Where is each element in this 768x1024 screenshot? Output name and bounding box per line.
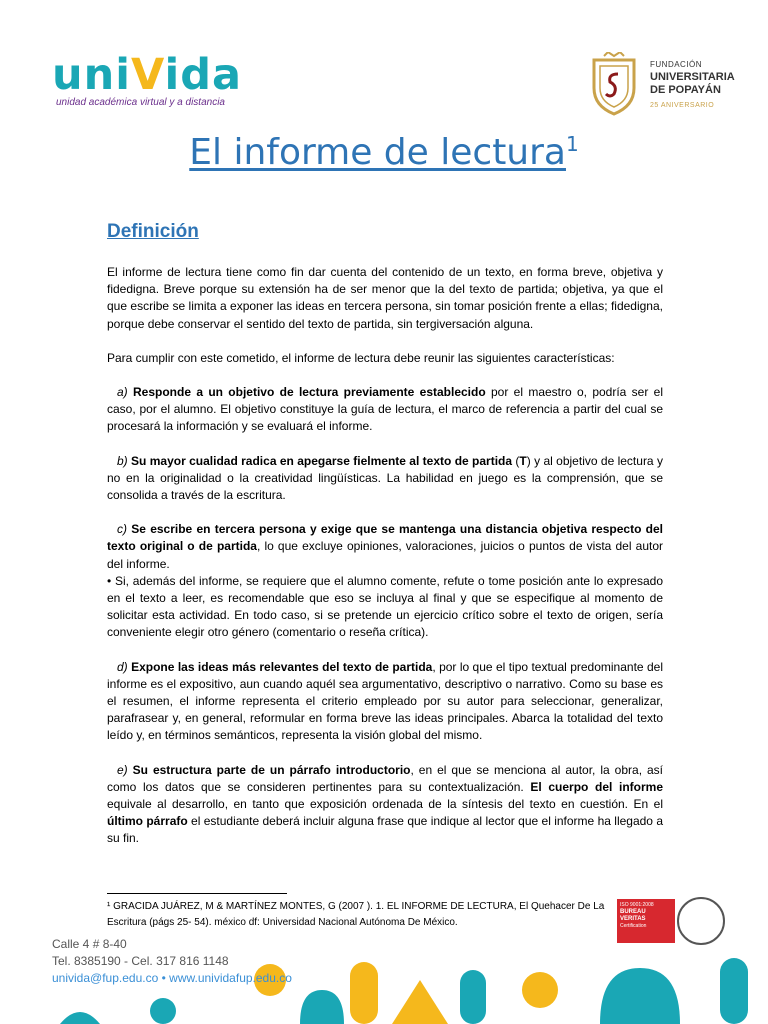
logo-part-2: V — [130, 50, 165, 100]
cert-line-2: BUREAU VERITAS — [620, 909, 646, 922]
paragraph: d) Expone las ideas más relevantes del texto de partida, por lo que el tipo textual predominante del informe es el expositivo, aun cuando aquél sea argumentativo, descriptivo o narrativo. Como su base es el resumen, el informe representa el criterio empleado por su autor para seleccionar, generalizar, parafrasear y, en general, reformular en forma breve las ideas principales. Abarca la totalidad del texto leído y, en términos semánticos, representa la visión global del mismo. — [107, 659, 663, 743]
paragraph: b) Su mayor cualidad radica en apegarse fielmente al texto de partida (T) y al objetivo de lectura y no en la originalidad o la creatividad lingüísticas. La habilidad en juego es la comprensión, que se consolida a través de la escritura. — [107, 453, 663, 503]
fup-line-2: UNIVERSITARIA — [650, 71, 735, 83]
fup-name — [650, 58, 735, 112]
footnote-line-1: ¹ GRACIDA JUÁREZ, M & MARTÍNEZ MONTES, G (2007 ). 1. EL INFORME DE LECTURA, El Quehacer De La — [107, 901, 605, 912]
cert-line-3: Certification — [620, 923, 647, 929]
contact-links — [52, 970, 292, 987]
page-title — [0, 132, 768, 173]
contact-info — [52, 936, 292, 987]
cert-line-1: ISO 9001:2008 — [620, 902, 654, 908]
footnote-divider — [107, 893, 287, 894]
bureau-veritas-seal-icon — [677, 897, 725, 945]
email-link[interactable]: univida@fup.edu.co — [52, 971, 159, 985]
title-footnote-marker: 1 — [565, 132, 579, 156]
certification-label — [617, 899, 675, 943]
logo-part-1: uni — [52, 50, 131, 100]
fup-line-3: DE POPAYÁN — [650, 84, 721, 96]
paragraph: • Si, además del informe, se requiere que el alumno comente, refute o tome posición ante lo expresado en el texto a leer, es recomendable que eso se incluya al final y que se especifique al momento de solicitar esta actividad. En todo caso, si se pretende un ejercicio crítico sobre el texto de origen, sería conveniente elegir otro género (comentario o reseña crítica). — [107, 573, 663, 640]
paragraph: El informe de lectura tiene como fin dar cuenta del contenido de un texto, en forma breve, objetiva y fidedigna. Breve porque su extensión ha de ser menor que la del texto de partida; objetiva, ya que el que escribe se limita a exponer las ideas en tercera persona, sin tomar posición frente a ellas; fidedigna, porque debe conservar el sentido del texto de partida, sin tergiversación alguna. — [107, 265, 663, 331]
footnote-line-2: Escritura (págs 25- 54). méxico df: Universidad Nacional Autónoma De México. — [107, 917, 458, 928]
univida-subtitle: unidad académica virtual y a distancia — [56, 97, 225, 108]
certification-badge — [617, 897, 727, 945]
link-separator: • — [161, 971, 166, 985]
phone: Tel. 8385190 - Cel. 317 816 1148 — [52, 954, 229, 968]
paragraph: e) Su estructura parte de un párrafo introductorio, en el que se menciona al autor, la obra, así como los datos que se consideren pertinentes para su contextualización. El cuerpo del informe equivale al desarrollo, en tanto que exposición ordenada de la síntesis del texto en cuestión. En el último párrafo el estudiante deberá incluir alguna frase que indique al lector que el informe ha llegado a su fin. — [107, 762, 664, 846]
title-text: El informe de lectura — [189, 132, 566, 173]
shield-icon — [588, 52, 640, 116]
fup-logo — [588, 52, 738, 122]
footnote — [107, 899, 627, 931]
document-body — [107, 264, 663, 865]
paragraph: a) Responde a un objetivo de lectura previamente establecido por el maestro o, podría ser el caso, por el alumno. El objetivo constituye la guía de lectura, el marco de referencia a partir del cual se procesará la información y se evaluará el informe. — [107, 385, 663, 434]
univida-logo — [52, 52, 252, 112]
paragraph: c) Se escribe en tercera persona y exige que se mantenga una distancia objetiva respecto del texto original o de partida, lo que excluye opiniones, valoraciones, juicios o puntos de vista del autor del informe. — [107, 522, 663, 571]
univida-wordmark — [52, 52, 242, 98]
paragraph: Para cumplir con este cometido, el informe de lectura debe reunir las siguientes características: — [107, 350, 615, 365]
fup-line-1: FUNDACIÓN — [650, 60, 703, 69]
logo-part-3: ida — [164, 50, 243, 100]
section-heading: Definición — [107, 221, 199, 242]
web-link[interactable]: www.unividafup.edu.co — [169, 971, 292, 985]
fup-line-4: 25 ANIVERSARIO — [650, 102, 715, 109]
address: Calle 4 # 8-40 — [52, 937, 127, 951]
